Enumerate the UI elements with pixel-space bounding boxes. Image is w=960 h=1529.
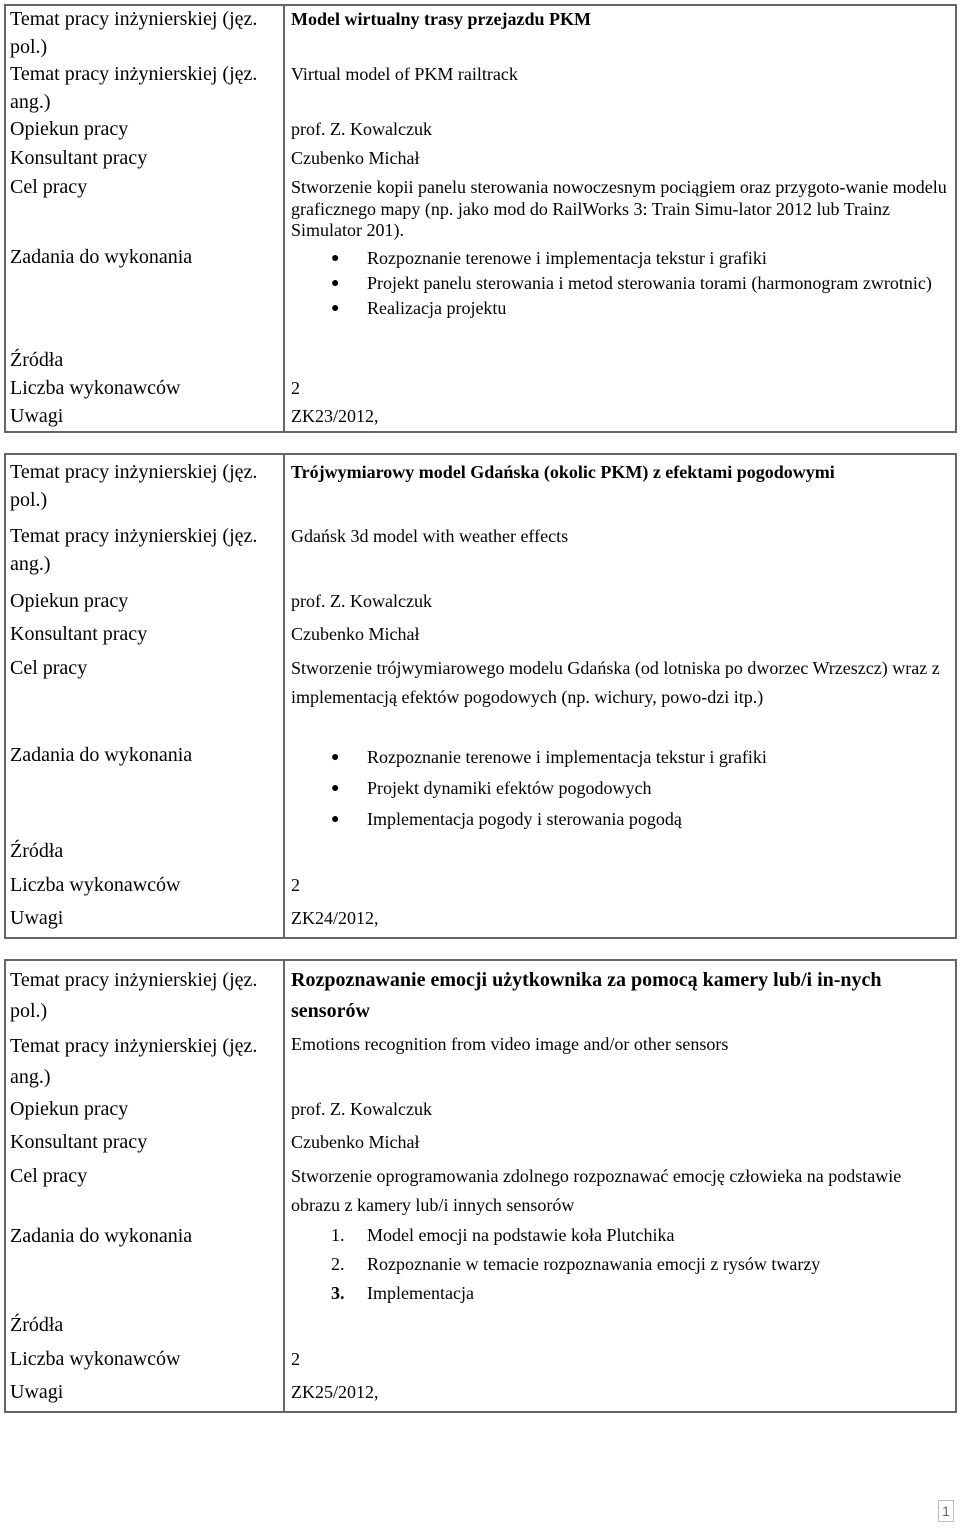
label-goal: Cel pracy [5,1160,284,1220]
goal-value: Stworzenie trójwymiarowego modelu Gdańska (od lotniska po dworzec Wrzeszcz) wraz z implementacją efektów pogodowych (np. wichury, powo-dzi itp.) [284,652,956,740]
task-text: Rozpoznanie terenowe i implementacja tekstur i grafiki [367,747,767,767]
label-topic-en: Temat pracy inżynierskiej (jęz. ang.) [5,1027,284,1093]
label-goal: Cel pracy [5,174,284,244]
bullet-icon: ● [331,301,340,316]
sources-value [284,347,956,375]
label-consultant: Konsultant pracy [5,145,284,174]
task-text: Projekt panelu sterowania i metod sterowania torami (harmonogram zwrotnic) [367,273,932,293]
task-item [331,271,951,296]
consultant-value: Czubenko Michał [284,618,956,652]
count-value: 2 [284,869,956,902]
supervisor-value: prof. Z. Kowalczuk [284,1093,956,1126]
task-text: Projekt dynamiki efektów pogodowych [367,778,652,798]
label-sources: Źródła [5,1309,284,1343]
label-tasks: Zadania do wykonania [5,740,284,835]
label-notes: Uwagi [5,1376,284,1412]
label-supervisor: Opiekun pracy [5,116,284,145]
task-number: 1. [331,1225,345,1245]
label-sources: Źródła [5,347,284,375]
label-notes: Uwagi [5,902,284,938]
label-tasks: Zadania do wykonania [5,1220,284,1309]
label-topic-pl: Temat pracy inżynierskiej (jęz. pol.) [5,5,284,61]
notes-value: ZK23/2012, [284,403,956,432]
label-topic-en: Temat pracy inżynierskiej (jęz. ang.) [5,519,284,585]
thesis-title-en: Virtual model of PKM railtrack [284,61,956,116]
tasks-list [291,1221,951,1308]
tasks-list [291,246,951,321]
label-sources: Źródła [5,835,284,869]
task-text: Rozpoznanie w temacie rozpoznawania emocji z rysów twarzy [367,1254,821,1274]
label-consultant: Konsultant pracy [5,618,284,652]
thesis-record-3 [4,959,957,1413]
count-value: 2 [284,375,956,403]
bullet-icon: ● [331,276,340,291]
tasks-list-wrap [284,244,956,347]
notes-value: ZK25/2012, [284,1376,956,1412]
label-topic-pl: Temat pracy inżynierskiej (jęz. pol.) [5,960,284,1027]
thesis-title-en: Emotions recognition from video image and/or other sensors [284,1027,956,1093]
sources-value [284,835,956,869]
label-notes: Uwagi [5,403,284,432]
bullet-icon: ● [331,251,340,266]
goal-value: Stworzenie oprogramowania zdolnego rozpoznawać emocję człowieka na podstawie obrazu z kamery lub/i innych sensorów [284,1160,956,1220]
supervisor-value: prof. Z. Kowalczuk [284,116,956,145]
label-count: Liczba wykonawców [5,375,284,403]
task-item [331,1221,951,1250]
task-number: 2. [331,1254,345,1274]
thesis-title-pl: Model wirtualny trasy przejazdu PKM [284,5,956,61]
task-item [331,1279,951,1308]
bullet-icon: ● [331,750,340,765]
thesis-title-pl: Rozpoznawanie emocji użytkownika za pomocą kamery lub/i in-nych sensorów [284,960,956,1027]
task-item [331,804,951,835]
task-text: Implementacja pogody i sterowania pogodą [367,809,682,829]
task-item [331,773,951,804]
task-text: Model emocji na podstawie koła Plutchika [367,1225,675,1245]
task-item [331,246,951,271]
label-goal: Cel pracy [5,652,284,740]
consultant-value: Czubenko Michał [284,1126,956,1160]
label-consultant: Konsultant pracy [5,1126,284,1160]
bullet-icon: ● [331,812,340,827]
label-tasks: Zadania do wykonania [5,244,284,347]
task-text: Realizacja projektu [367,298,507,318]
thesis-record-2 [4,453,957,939]
label-count: Liczba wykonawców [5,869,284,902]
task-item [331,742,951,773]
task-text: Rozpoznanie terenowe i implementacja tekstur i grafiki [367,248,767,268]
consultant-value: Czubenko Michał [284,145,956,174]
thesis-title-pl: Trójwymiarowy model Gdańska (okolic PKM) z efektami pogodowymi [284,454,956,519]
task-text: Implementacja [367,1283,474,1303]
thesis-title-en: Gdańsk 3d model with weather effects [284,519,956,585]
count-value: 2 [284,1343,956,1376]
task-item [331,1250,951,1279]
label-topic-en: Temat pracy inżynierskiej (jęz. ang.) [5,61,284,116]
label-supervisor: Opiekun pracy [5,585,284,618]
label-topic-pl: Temat pracy inżynierskiej (jęz. pol.) [5,454,284,519]
tasks-list-wrap [284,1220,956,1309]
thesis-record-1 [4,4,957,433]
goal-value: Stworzenie kopii panelu sterowania nowoczesnym pociągiem oraz przygoto-wanie modelu graficznego mapy (np. jako mod do RailWorks 3: Train Simu-lator 2012 lub Trainz Simulator 201). [284,174,956,244]
notes-value: ZK24/2012, [284,902,956,938]
label-supervisor: Opiekun pracy [5,1093,284,1126]
tasks-list-wrap [284,740,956,835]
supervisor-value: prof. Z. Kowalczuk [284,585,956,618]
label-count: Liczba wykonawców [5,1343,284,1376]
tasks-list [291,742,951,835]
page-number: 1 [938,1500,954,1522]
bullet-icon: ● [331,781,340,796]
sources-value [284,1309,956,1343]
task-item [331,296,951,321]
task-number: 3. [331,1283,345,1303]
